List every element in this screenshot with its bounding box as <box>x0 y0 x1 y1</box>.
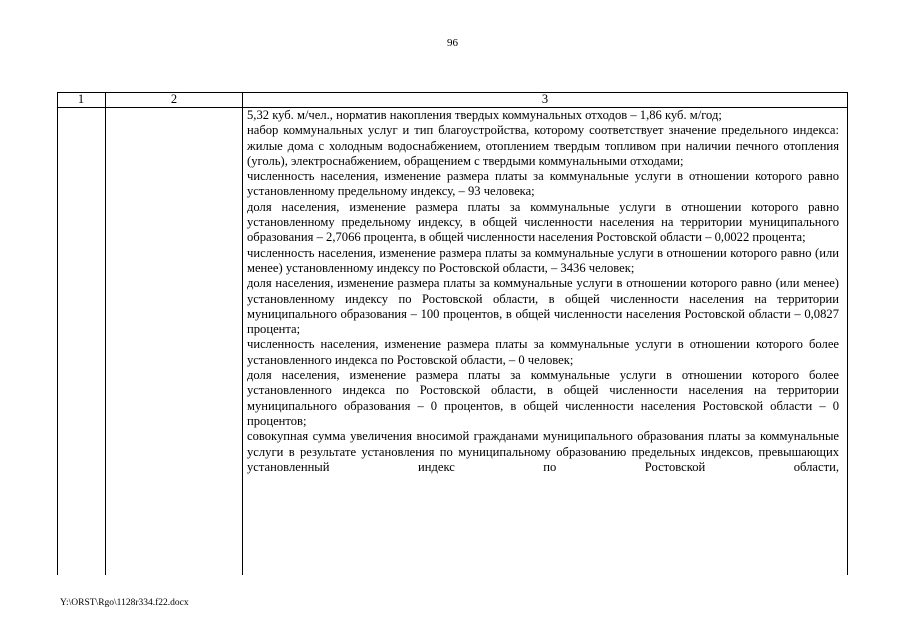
column-header-3: 3 <box>541 92 549 106</box>
paragraph: численность населения, изменение размера платы за коммунальные услуги в отношении которого равно установленному предельному индексу, – 93 человека; <box>247 169 839 199</box>
paragraph: численность населения, изменение размера платы за коммунальные услуги в отношении которого более установленного индекса по Ростовской области, – 0 человек; <box>247 337 839 367</box>
paragraph: доля населения, изменение размера платы за коммунальные услуги в отношении которого равно (или менее) установленному индексу по Ростовской области, в общей численности населения на территории муниципального образования – 100 процентов, в общей численности населения Ростовской области – 0,0827 процента; <box>247 276 839 337</box>
paragraph: доля населения, изменение размера платы за коммунальные услуги в отношении которого более установленного индекса по Ростовской области, в общей численности населения на территории муниципального образования – 0 процентов, в общей численности населения Ростовской области – 0 процентов; <box>247 368 839 428</box>
column-header-1: 1 <box>77 92 85 106</box>
paragraph: 5,32 куб. м/чел., норматив накопления твердых коммунальных отходов – 1,86 куб. м/год; <box>247 108 722 122</box>
paragraph: численность населения, изменение размера платы за коммунальные услуги в отношении которого равно (или менее) установленному индексу по Ростовской области, – 3436 человек; <box>247 245 839 275</box>
table-right-border <box>847 92 848 575</box>
paragraph: совокупная сумма увеличения вносимой гражданами муниципального образования платы за коммунальные услуги в результате установления по муниципальному образованию предельных индексов, превышающих установленный индекс по Ростовской области, <box>247 429 839 474</box>
paragraph: доля населения, изменение размера платы за коммунальные услуги в отношении которого равно установленному предельному индексу, в общей численности населения на территории муниципального образования – 2,7066 процента, в общей численности населения Ростовской области – 0,0022 процента; <box>247 199 839 245</box>
column-2-divider <box>242 92 243 575</box>
document-table <box>57 92 848 575</box>
table-left-border <box>57 92 58 575</box>
paragraph: набор коммунальных услуг и тип благоустройства, которому соответствует значение предельного индекса: жилые дома с холодным водоснабжением, отоплением твердым топливом при наличии печного отопления (уголь), электроснабжением, обращением с твердыми коммунальными отходами; <box>247 123 839 168</box>
column-3-content <box>247 108 839 475</box>
footer-file-path: Y:\ORST\Rgo\1128r334.f22.docx <box>60 598 189 608</box>
page-number: 96 <box>447 37 458 49</box>
column-1-divider <box>105 92 106 575</box>
column-header-2: 2 <box>170 92 178 106</box>
